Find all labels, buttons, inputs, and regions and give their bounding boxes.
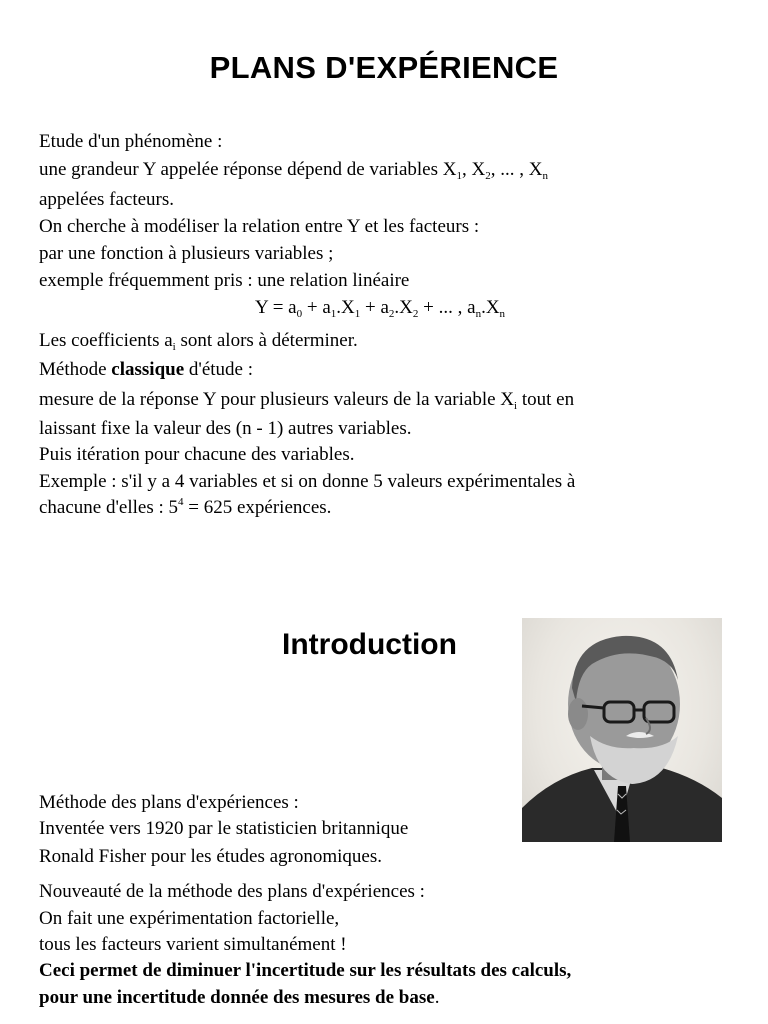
method-history-line-3: Ronald Fisher pour les études agronomiques. xyxy=(39,846,383,867)
measure-line-2: laissant fixe la valeur des (n - 1) autres variables. xyxy=(39,418,412,439)
novelty-line-2: On fait une expérimentation factorielle, xyxy=(39,908,340,929)
method-history-line-2: Inventée vers 1920 par le statisticien britannique xyxy=(39,818,409,839)
novelty-line-3: tous les facteurs varient simultanément ! xyxy=(39,934,347,955)
linear-equation: $Y = a_0 + a_1.X_1 + a_2.X_2$ + ... , $a_n.X_n$ xyxy=(254,297,506,320)
introduction-heading: Introduction xyxy=(282,628,457,661)
method-line: Méthode classique d'étude : xyxy=(39,359,254,380)
conclusion-line-1: Ceci permet de diminuer l'incertitude sur les résultats des calculs, xyxy=(39,960,572,981)
portrait-photo xyxy=(522,618,722,842)
intro-line-3: appelées facteurs. xyxy=(39,189,175,210)
intro-line-5: par une fonction à plusieurs variables ; xyxy=(39,243,334,264)
intro-line-4: On cherche à modéliser la relation entre Y et les facteurs : xyxy=(39,216,480,237)
intro-line-2: une grandeur Y appelée réponse dépend de variables $X_1$, $X_2$, ... , $X_n$ xyxy=(39,159,548,182)
example-line-2: chacune d'elles : $5^4 = 625$ expériences. xyxy=(39,496,332,518)
intro-line-6: exemple fréquemment pris : une relation linéaire xyxy=(39,270,410,291)
example-line-1: Exemple : s'il y a 4 variables et si on donne 5 valeurs expérimentales à xyxy=(39,471,576,492)
conclusion-line-2: pour une incertitude donnée des mesures de base. xyxy=(39,987,440,1008)
novelty-line-1: Nouveauté de la méthode des plans d'expériences : xyxy=(39,881,425,902)
coefficients-line: Les coefficients $a_i$ sont alors à déterminer. xyxy=(39,330,358,353)
measure-line-1: mesure de la réponse Y pour plusieurs valeurs de la variable $X_i$ tout en xyxy=(39,389,575,412)
method-history-line-1: Méthode des plans d'expériences : xyxy=(39,792,299,813)
page-title: PLANS D'EXPÉRIENCE xyxy=(209,50,559,85)
iteration-line: Puis itération pour chacune des variables. xyxy=(39,444,355,465)
intro-line-1: Etude d'un phénomène : xyxy=(39,131,223,152)
